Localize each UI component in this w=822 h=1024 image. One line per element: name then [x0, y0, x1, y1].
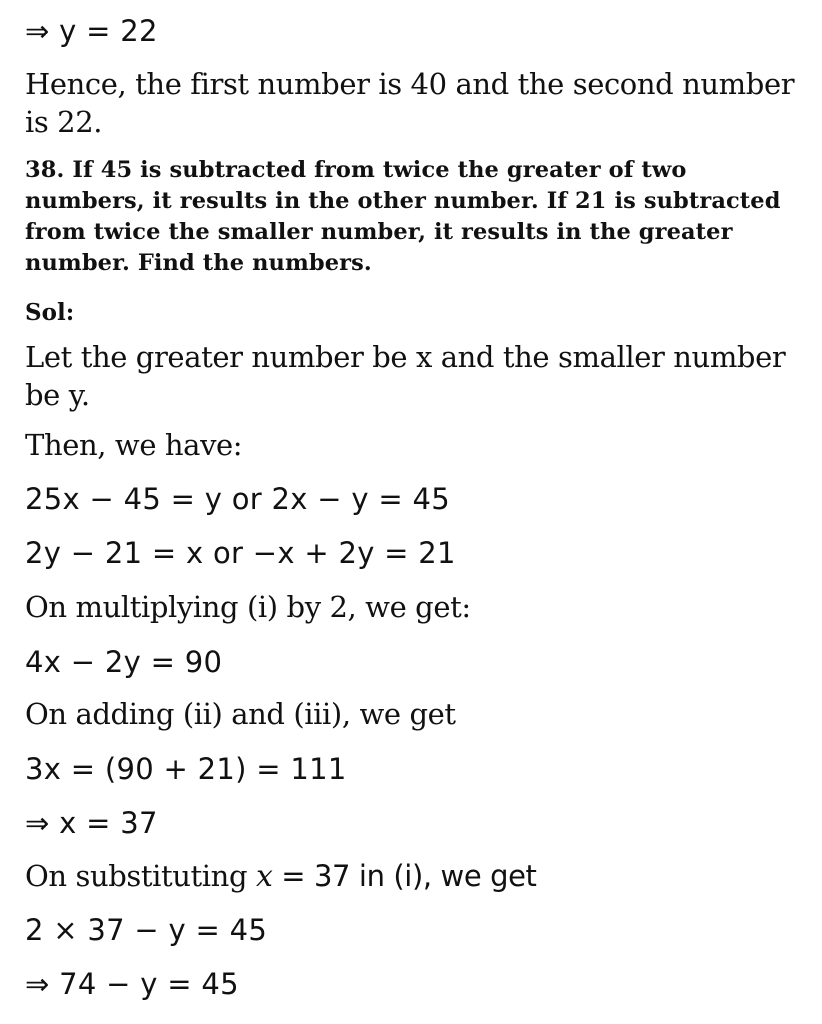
substitution-equation: 2 × 37 − y = 45: [25, 913, 268, 947]
substitution-prefix: On substituting: [25, 859, 256, 893]
question-38: 38. If 45 is subtracted from twice the greater of two numbers, it results in the other number. If 21 is subtracted from twice the smaller number, it results in the greater number. Find the numbers.: [25, 157, 781, 276]
let-statement: Let the greater number be x and the smaller number be y.: [25, 340, 786, 412]
substitution-middle: = 37 in (i), we get: [272, 859, 537, 893]
adding-step: On adding (ii) and (iii), we get: [25, 697, 456, 731]
substitution-variable: x: [255, 859, 273, 894]
equation-2: 2y − 21 = x or −x + 2y = 21: [25, 536, 456, 570]
sum-result: 3x = (90 + 21) = 111: [25, 752, 347, 786]
solution-label: Sol:: [25, 299, 75, 326]
equation-y-equals-22: ⇒ y = 22: [25, 14, 158, 48]
equation-3: 4x − 2y = 90: [25, 645, 223, 679]
substitution-step: [25, 859, 537, 894]
then-we-have: Then, we have:: [25, 428, 243, 462]
equation-x-equals-37: ⇒ x = 37: [25, 806, 158, 840]
multiply-step: On multiplying (i) by 2, we get:: [25, 590, 471, 624]
previous-answer-conclusion: Hence, the first number is 40 and the second number is 22.: [25, 67, 795, 139]
equation-1: 25x − 45 = y or 2x − y = 45: [25, 482, 450, 516]
simplified-equation: ⇒ 74 − y = 45: [25, 967, 239, 1001]
